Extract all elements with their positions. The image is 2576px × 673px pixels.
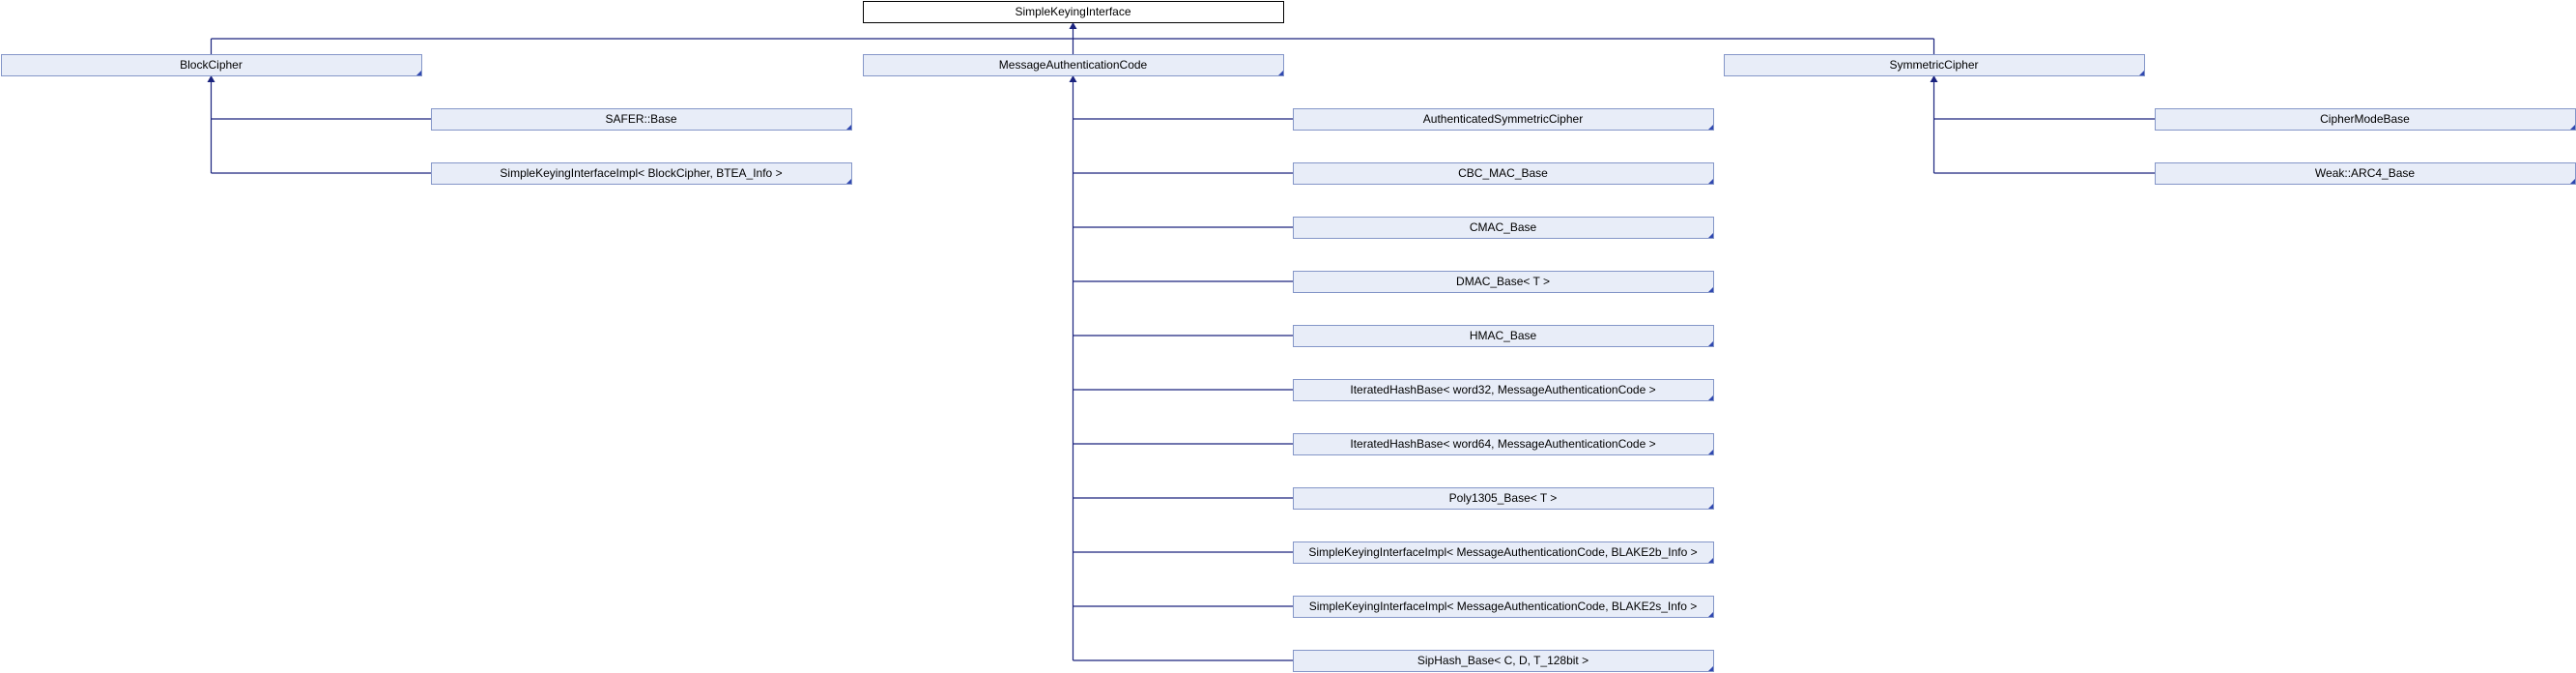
class-node-hmac-base[interactable] bbox=[1294, 326, 1714, 347]
node-label: Poly1305_Base< T > bbox=[1448, 491, 1558, 505]
node-label: CipherModeBase bbox=[2320, 112, 2410, 126]
class-node-weak-arc4-base[interactable] bbox=[2156, 163, 2576, 185]
node-label: IteratedHashBase< word32, MessageAuthenticationCode > bbox=[1350, 383, 1656, 396]
class-node-poly1305-base-t[interactable] bbox=[1294, 488, 1714, 510]
class-node-simplekeyinginterface[interactable] bbox=[864, 2, 1284, 23]
node-label: MessageAuthenticationCode bbox=[998, 58, 1148, 72]
class-node-iteratedhashbase-word64-messageauthenticationcode[interactable] bbox=[1294, 434, 1714, 455]
class-node-simplekeyinginterfaceimpl-blockcipher-btea-info[interactable] bbox=[432, 163, 852, 185]
class-node-messageauthenticationcode[interactable] bbox=[864, 55, 1284, 76]
class-node-cmac-base[interactable] bbox=[1294, 218, 1714, 239]
class-node-blockcipher[interactable] bbox=[2, 55, 422, 76]
node-label: SymmetricCipher bbox=[1889, 58, 1979, 72]
node-label: SipHash_Base< C, D, T_128bit > bbox=[1417, 654, 1589, 667]
node-label: HMAC_Base bbox=[1469, 329, 1537, 342]
node-label: SimpleKeyingInterfaceImpl< BlockCipher, BTEA_Info > bbox=[500, 166, 783, 180]
class-node-siphash-base-c-d-t-128bit[interactable] bbox=[1294, 651, 1714, 672]
node-label: SimpleKeyingInterface bbox=[1015, 5, 1131, 18]
node-label: CBC_MAC_Base bbox=[1458, 166, 1548, 180]
class-nodes bbox=[2, 2, 2576, 672]
arrowhead bbox=[208, 75, 215, 82]
arrowhead bbox=[1931, 75, 1938, 82]
class-node-ciphermodebase[interactable] bbox=[2156, 109, 2576, 131]
node-label: SimpleKeyingInterfaceImpl< MessageAuthenticationCode, BLAKE2s_Info > bbox=[1308, 600, 1698, 613]
class-node-dmac-base-t[interactable] bbox=[1294, 272, 1714, 293]
class-node-simplekeyinginterfaceimpl-messageauthenticationcode-blake2s-info[interactable] bbox=[1294, 597, 1714, 618]
arrowhead bbox=[1070, 22, 1077, 29]
arrowhead bbox=[1070, 75, 1077, 82]
node-label: DMAC_Base< T > bbox=[1456, 275, 1550, 288]
node-label: CMAC_Base bbox=[1469, 220, 1537, 234]
class-node-symmetriccipher[interactable] bbox=[1725, 55, 2145, 76]
class-node-cbc-mac-base[interactable] bbox=[1294, 163, 1714, 185]
node-label: AuthenticatedSymmetricCipher bbox=[1422, 112, 1584, 126]
node-label: BlockCipher bbox=[180, 58, 243, 72]
class-node-authenticatedsymmetriccipher[interactable] bbox=[1294, 109, 1714, 131]
class-node-iteratedhashbase-word32-messageauthenticationcode[interactable] bbox=[1294, 380, 1714, 401]
node-label: SAFER::Base bbox=[605, 112, 677, 126]
node-label: SimpleKeyingInterfaceImpl< MessageAuthenticationCode, BLAKE2b_Info > bbox=[1308, 545, 1698, 559]
node-label: Weak::ARC4_Base bbox=[2314, 166, 2416, 180]
class-node-simplekeyinginterfaceimpl-messageauthenticationcode-blake2b-info[interactable] bbox=[1294, 542, 1714, 564]
class-node-safer-base[interactable] bbox=[432, 109, 852, 131]
node-label: IteratedHashBase< word64, MessageAuthenticationCode > bbox=[1350, 437, 1656, 451]
